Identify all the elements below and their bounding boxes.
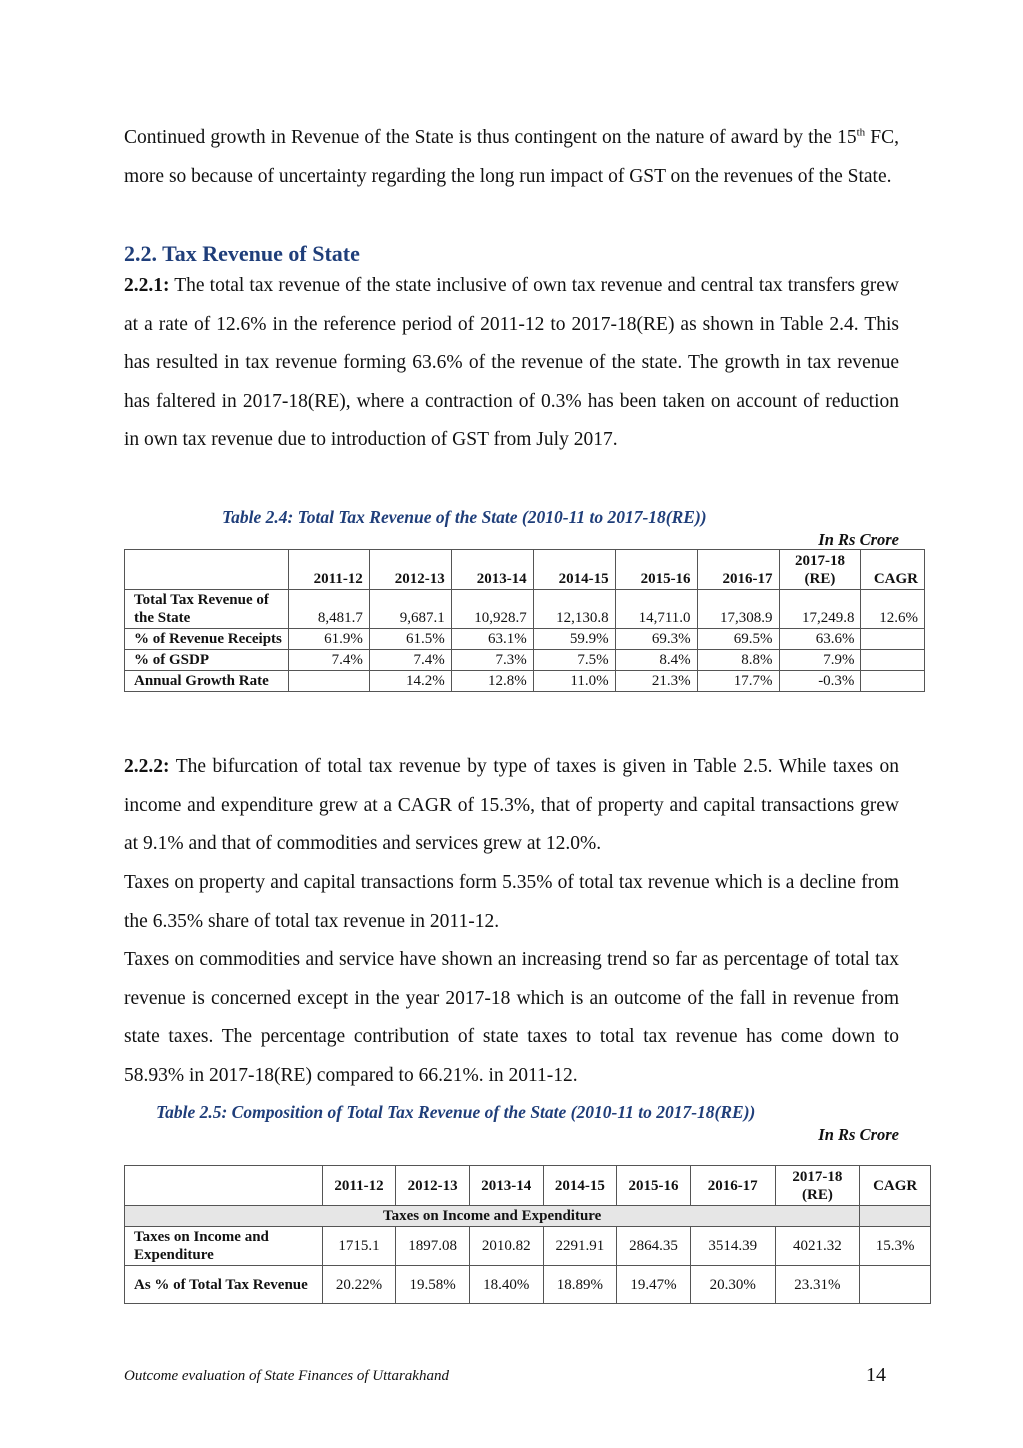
table-cell: 17,308.9 xyxy=(697,590,779,629)
intro-superscript: th xyxy=(856,126,866,139)
table-cell: 9,687.1 xyxy=(369,590,451,629)
table-cell: 11.0% xyxy=(533,671,615,692)
table-2-4-caption: Table 2.4: Total Tax Revenue of the State (2010-11 to 2017-18(RE)) xyxy=(222,507,707,527)
table-cell: 2864.35 xyxy=(617,1227,691,1266)
table-cell: 15.3% xyxy=(860,1227,931,1266)
paragraph-commodities: Taxes on commodities and service have shown an increasing trend so far as percentage of total tax revenue is concerned except in the year 2017-18 which is an outcome of the fall in revenue from state taxes. The percentage contribution of state taxes to total tax revenue has come down to 58.93% in 2017-18(RE) compared to 66.21%. in 2011-12. xyxy=(124,949,899,1086)
row-label: Total Tax Revenue of the State xyxy=(125,590,289,629)
table-cell: 69.5% xyxy=(697,629,779,650)
section-heading: 2.2. Tax Revenue of State xyxy=(124,241,360,266)
table-header-cell: 2015-16 xyxy=(615,550,697,590)
table-header-cell xyxy=(125,1166,323,1206)
table-header-cell: 2016-17 xyxy=(697,550,779,590)
table-section-row xyxy=(125,1206,931,1227)
table-cell: 12.6% xyxy=(861,590,925,629)
row-label: % of Revenue Receipts xyxy=(125,629,289,650)
table-header-cell: 2015-16 xyxy=(617,1166,691,1206)
table-cell: 23.31% xyxy=(775,1266,860,1304)
table-row xyxy=(125,671,925,692)
table-cell: 2010.82 xyxy=(469,1227,543,1266)
table-cell: 7.4% xyxy=(288,650,369,671)
table-row xyxy=(125,1266,931,1304)
table-cell: 4021.32 xyxy=(775,1227,860,1266)
table-cell: 63.6% xyxy=(779,629,861,650)
table-cell: 10,928.7 xyxy=(451,590,533,629)
table-cell: 19.47% xyxy=(617,1266,691,1304)
table-row xyxy=(125,1227,931,1266)
table-row xyxy=(125,629,925,650)
row-label: As % of Total Tax Revenue xyxy=(125,1266,323,1304)
table-cell xyxy=(861,650,925,671)
table-header-cell: 2012-13 xyxy=(396,1166,470,1206)
table-header-cell: 2013-14 xyxy=(451,550,533,590)
page-footer: Outcome evaluation of State Finances of Uttarakhand xyxy=(124,1368,449,1384)
table-cell: 20.30% xyxy=(690,1266,775,1304)
table-cell: 19.58% xyxy=(396,1266,470,1304)
table-2-5-header-row xyxy=(125,1166,931,1206)
row-label: Annual Growth Rate xyxy=(125,671,289,692)
paragraph-2-2-2 xyxy=(124,748,899,864)
table-cell: 17,249.8 xyxy=(779,590,861,629)
table-header-cell: 2016-17 xyxy=(690,1166,775,1206)
table-cell: 1715.1 xyxy=(322,1227,396,1266)
table-cell: 2291.91 xyxy=(543,1227,617,1266)
table-row xyxy=(125,650,925,671)
table-header-cell: CAGR xyxy=(861,550,925,590)
table-cell xyxy=(861,671,925,692)
table-row xyxy=(125,590,925,629)
table-2-5 xyxy=(124,1165,931,1304)
table-cell: 18.89% xyxy=(543,1266,617,1304)
table-cell: 8,481.7 xyxy=(288,590,369,629)
paragraph-property: Taxes on property and capital transactions form 5.35% of total tax revenue which is a decline from the 6.35% share of total tax revenue in 2011-12. xyxy=(124,872,899,932)
page-number: 14 xyxy=(866,1364,886,1386)
table-2-4-header-row xyxy=(125,550,925,590)
table-cell: 69.3% xyxy=(615,629,697,650)
table-cell: 59.9% xyxy=(533,629,615,650)
table-cell xyxy=(860,1266,931,1304)
table-cell xyxy=(288,671,369,692)
table-cell: 12,130.8 xyxy=(533,590,615,629)
row-label: Taxes on Income and Expenditure xyxy=(125,1227,323,1266)
table-header-cell xyxy=(125,550,289,590)
table-cell: 61.9% xyxy=(288,629,369,650)
paragraph-2-2-1-text: The total tax revenue of the state inclusive of own tax revenue and central tax transfers grew at a rate of 12.6% in the reference period of 2011-12 to 2017-18(RE) as shown in Table 2.4. This has resulted in tax revenue forming 63.6% of the revenue of the state. The growth in tax revenue has faltered in 2017-18(RE), where a contraction of 0.3% has been taken on account of reduction in own tax revenue due to introduction of GST from July 2017. xyxy=(124,275,899,451)
table-cell: 20.22% xyxy=(322,1266,396,1304)
table-cell: 14,711.0 xyxy=(615,590,697,629)
intro-text-part2: FC, more so because of uncertainty regarding the long run impact of GST on the revenues of the State. xyxy=(124,127,899,187)
table-header-cell: 2017-18 (RE) xyxy=(775,1166,860,1206)
table-2-5-unit: In Rs Crore xyxy=(818,1125,899,1144)
row-label: % of GSDP xyxy=(125,650,289,671)
table-cell xyxy=(861,629,925,650)
paragraph-2-2-2-label: 2.2.2: xyxy=(124,756,170,777)
paragraph-2-2-1-label: 2.2.1: xyxy=(124,275,170,296)
table-cell: 7.9% xyxy=(779,650,861,671)
table-cell: 8.8% xyxy=(697,650,779,671)
intro-paragraph xyxy=(124,119,899,196)
table-cell: 7.4% xyxy=(369,650,451,671)
table-header-cell: 2011-12 xyxy=(288,550,369,590)
paragraph-2-2-1 xyxy=(124,267,899,460)
table-cell: 17.7% xyxy=(697,671,779,692)
table-header-cell: CAGR xyxy=(860,1166,931,1206)
table-cell: 14.2% xyxy=(369,671,451,692)
table-cell: 63.1% xyxy=(451,629,533,650)
table-cell: 21.3% xyxy=(615,671,697,692)
section-cagr-cell xyxy=(860,1206,931,1227)
table-2-4-unit: In Rs Crore xyxy=(818,530,899,549)
table-cell: 12.8% xyxy=(451,671,533,692)
table-cell: -0.3% xyxy=(779,671,861,692)
table-header-cell: 2012-13 xyxy=(369,550,451,590)
table-header-cell: 2011-12 xyxy=(322,1166,396,1206)
table-header-cell: 2017-18 (RE) xyxy=(779,550,861,590)
table-header-cell: 2013-14 xyxy=(469,1166,543,1206)
table-cell: 3514.39 xyxy=(690,1227,775,1266)
table-cell: 1897.08 xyxy=(396,1227,470,1266)
table-cell: 7.5% xyxy=(533,650,615,671)
table-header-cell: 2014-15 xyxy=(543,1166,617,1206)
table-cell: 18.40% xyxy=(469,1266,543,1304)
table-cell: 7.3% xyxy=(451,650,533,671)
intro-text-part1: Continued growth in Revenue of the State is thus contingent on the nature of award by the 15 xyxy=(124,127,857,148)
table-2-4 xyxy=(124,549,925,692)
table-2-5-caption: Table 2.5: Composition of Total Tax Revenue of the State (2010-11 to 2017-18(RE)) xyxy=(156,1102,756,1122)
table-cell: 61.5% xyxy=(369,629,451,650)
table-cell: 8.4% xyxy=(615,650,697,671)
paragraph-2-2-2-text: The bifurcation of total tax revenue by type of taxes is given in Table 2.5. While taxes on income and expenditure grew at a CAGR of 15.3%, that of property and capital transactions grew at 9.1% and that of commodities and services grew at 12.0%. xyxy=(124,756,899,855)
section-label: Taxes on Income and Expenditure xyxy=(125,1206,860,1227)
table-header-cell: 2014-15 xyxy=(533,550,615,590)
